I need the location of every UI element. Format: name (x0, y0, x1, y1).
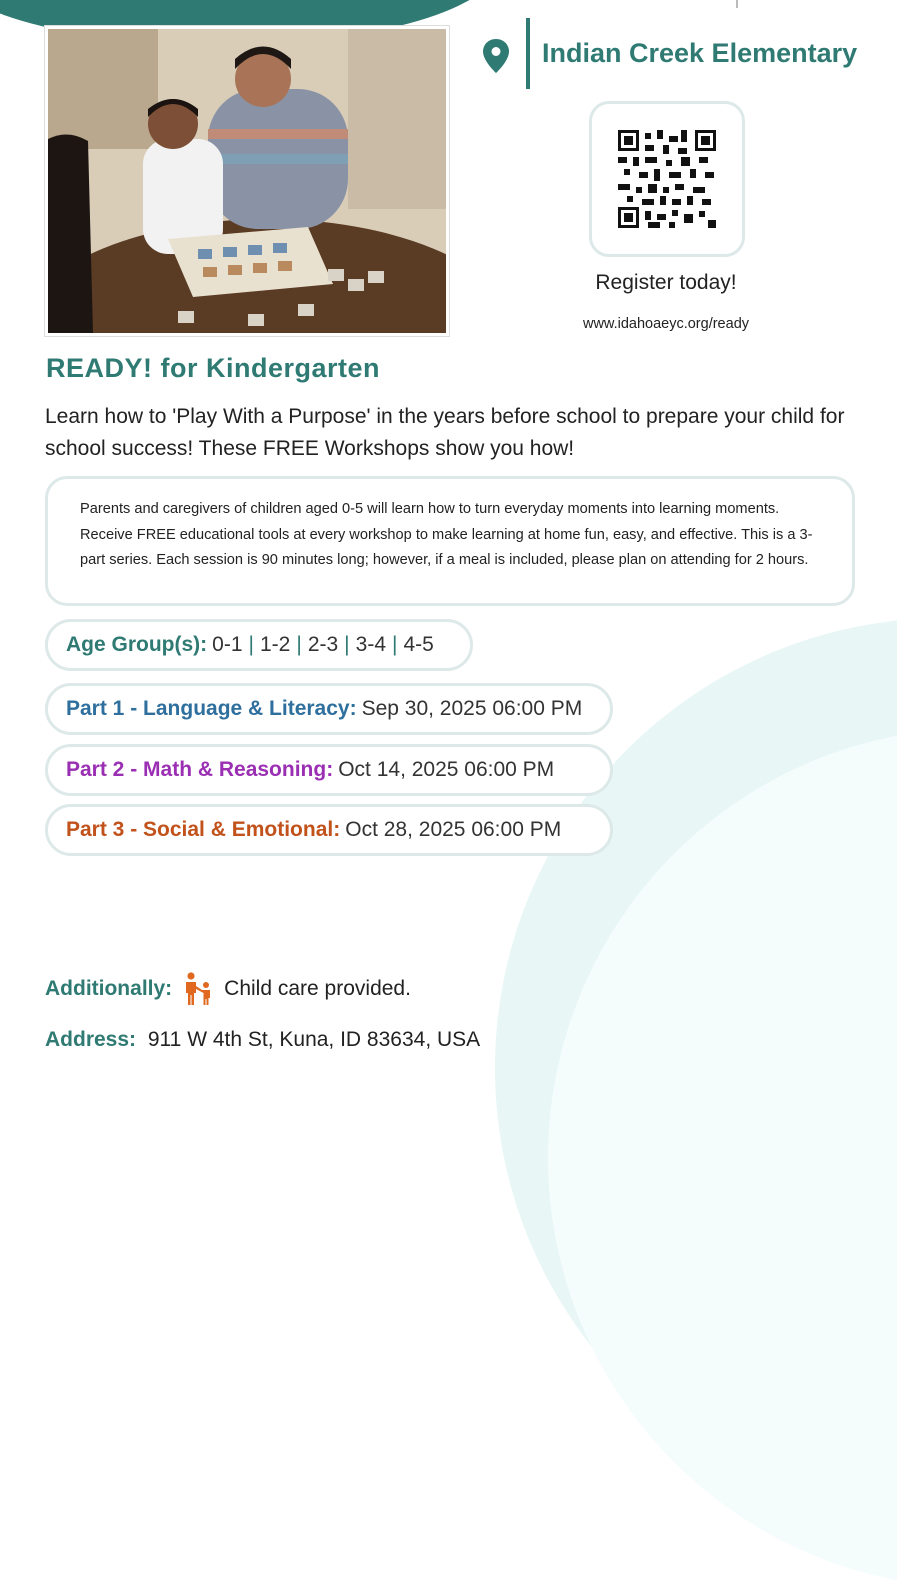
session-pill-part-1[interactable] (45, 683, 613, 735)
additionally-label: Additionally: (45, 977, 173, 1000)
session-label: Part 2 - Math & Reasoning: (66, 758, 334, 781)
age-range: 0-1 (212, 633, 243, 656)
session-date: Oct 28, 2025 06:00 PM (345, 818, 562, 841)
school-name: Indian Creek Elementary (542, 38, 858, 68)
session-label: Part 3 - Social & Emotional: (66, 818, 341, 841)
address-value: 911 W 4th St, Kuna, ID 83634, USA (147, 1028, 481, 1051)
description-card (45, 476, 855, 606)
session-pill-part-3[interactable] (45, 804, 613, 856)
qr-code-card[interactable] (589, 101, 745, 257)
session-label: Part 1 - Language & Literacy: (66, 697, 357, 720)
map-pin-icon (482, 38, 510, 74)
location-divider (526, 18, 530, 89)
additional-info (45, 972, 411, 1006)
age-range: 2-3 (307, 633, 339, 656)
session-date: Oct 14, 2025 06:00 PM (338, 758, 555, 781)
age-range: 3-4 (355, 633, 386, 656)
description-text: Parents and caregivers of children aged 0-5 will learn how to turn everyday moments into learning moments. Receive FREE educational tools at every workshop to make learning at home fun, easy, and effective. This is a 3- part series. Each session is 90 minutes long; however, if a meal is included, please plan on attending for 2 hours. (80, 501, 813, 568)
address-row (45, 1028, 480, 1052)
hero-photo (45, 26, 449, 336)
address-label: Address: (45, 1028, 137, 1051)
qr-code (618, 130, 716, 228)
intro-text: Learn how to 'Play With a Purpose' in the years before school to prepare your child for school success! These FREE Workshops show you how! (45, 405, 845, 460)
age-group-pill (45, 619, 473, 671)
session-pill-part-2[interactable] (45, 744, 613, 796)
register-url[interactable]: www.idahoaeyc.org/ready (582, 316, 750, 332)
separator: | (344, 633, 350, 656)
parent-child-icon (182, 972, 214, 1006)
register-text: Register today! (595, 271, 737, 294)
child-care-text: Child care provided. (224, 977, 411, 1000)
page-title: READY! for Kindergarten (46, 353, 381, 383)
age-range: 1-2 (259, 633, 291, 656)
age-range: 4-5 (403, 633, 434, 656)
separator: | (392, 633, 398, 656)
age-group-label: Age Group(s): (66, 633, 208, 656)
separator: | (296, 633, 302, 656)
separator: | (248, 633, 254, 656)
divider (736, 0, 738, 8)
session-date: Sep 30, 2025 06:00 PM (361, 697, 583, 720)
